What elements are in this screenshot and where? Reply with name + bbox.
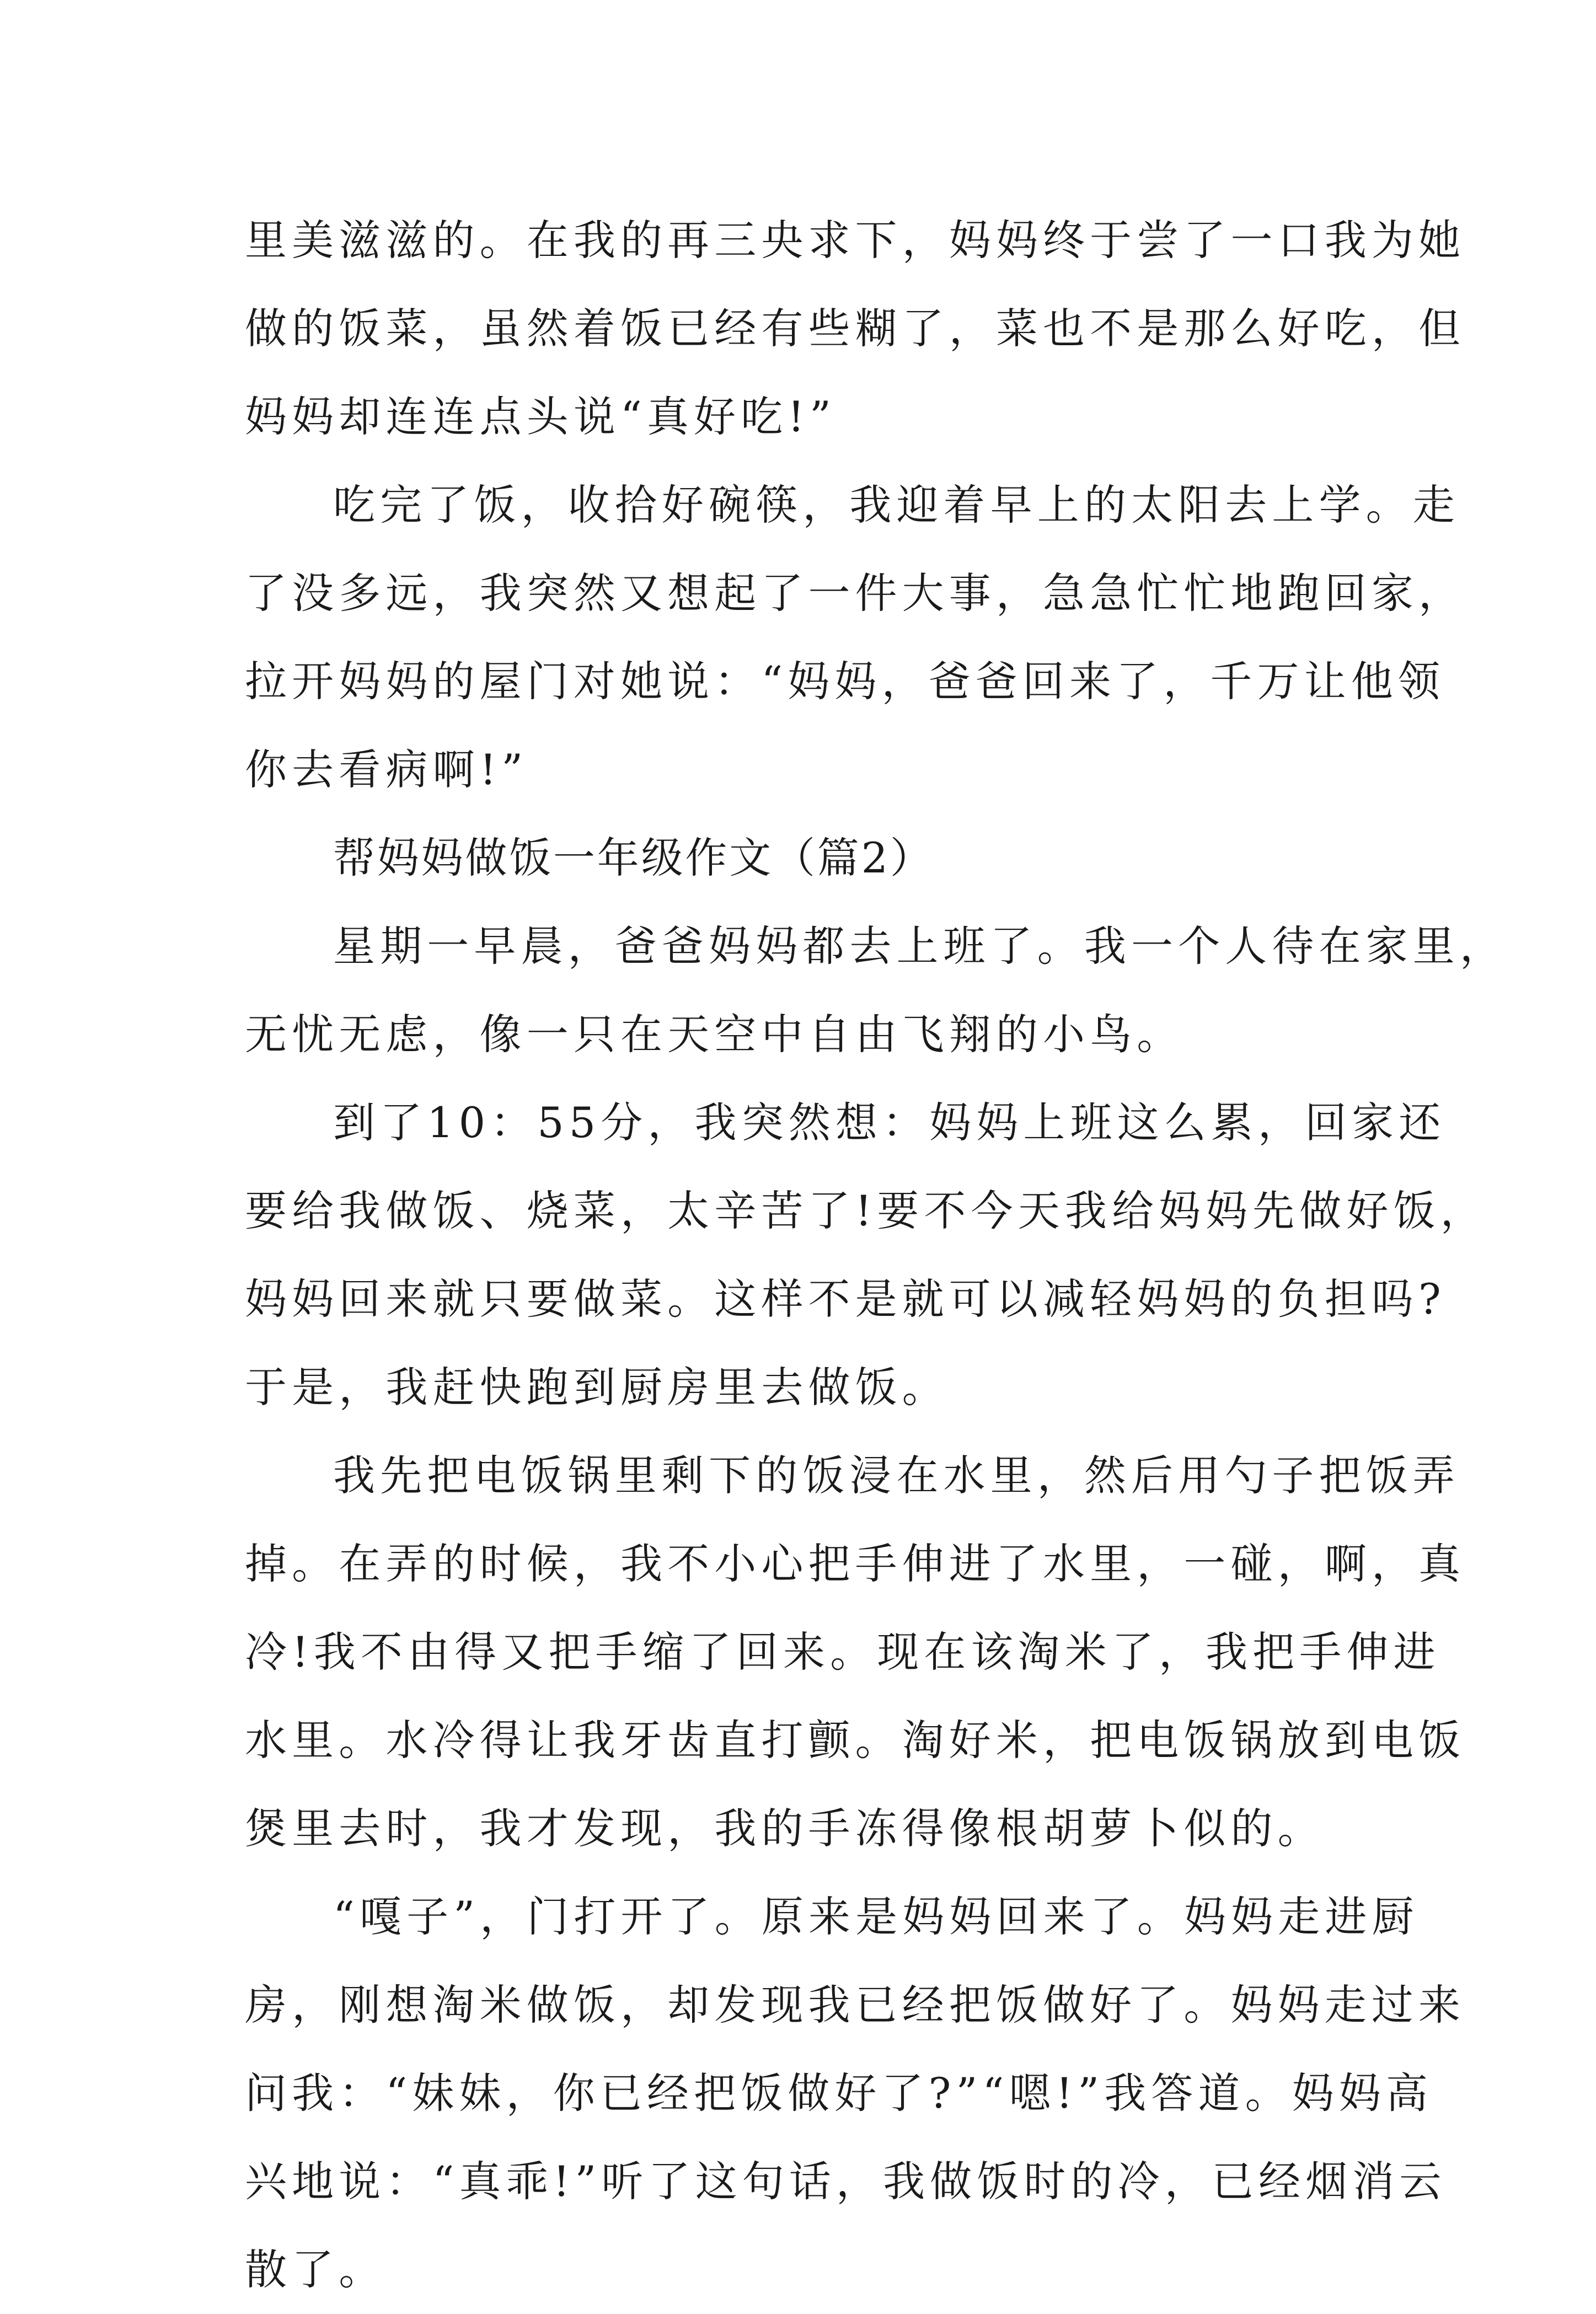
- text-line: 做的饭菜，虽然着饭已经有些糊了，菜也不是那么好吃，但: [245, 304, 1466, 353]
- text-line: 妈妈却连连点头说“真好吃!”: [245, 392, 836, 441]
- text-line: 散了。: [245, 2245, 386, 2294]
- text-line: 吃完了饭，收拾好碗筷，我迎着早上的太阳去上学。走: [333, 480, 1460, 529]
- document-body: [245, 196, 1507, 2314]
- text-line: 妈妈回来就只要做菜。这样不是就可以减轻妈妈的负担吗?: [245, 1274, 1446, 1324]
- paragraph: [245, 1432, 1466, 1873]
- paragraph: [245, 1079, 1487, 1432]
- text-line: 你去看病啊!”: [245, 745, 528, 794]
- paragraph: [245, 1873, 1466, 2314]
- text-line: 里美滋滋的。在我的再三央求下，妈妈终于尝了一口我为她: [245, 216, 1466, 265]
- text-line: 问我：“妹妹，你已经把饭做好了?”“嗯!”我答道。妈妈高: [245, 2069, 1433, 2118]
- paragraph-continuation: [245, 196, 1466, 461]
- paragraph: [245, 902, 1507, 1079]
- text-line: 煲里去时，我才发现，我的手冻得像根胡萝卜似的。: [245, 1804, 1325, 1853]
- text-line: 到了10：55分，我突然想：妈妈上班这么累，回家还: [333, 1098, 1446, 1147]
- text-line: 房，刚想淘米做饭，却发现我已经把饭做好了。妈妈走过来: [245, 1980, 1466, 2029]
- text-line: 我先把电饭锅里剩下的饭浸在水里，然后用勺子把饭弄: [333, 1451, 1460, 1500]
- text-line: 兴地说：“真乖!”听了这句话，我做饭时的冷，已经烟消云: [245, 2157, 1447, 2206]
- text-line: 水里。水冷得让我牙齿直打颤。淘好米，把电饭锅放到电饭: [245, 1716, 1466, 1765]
- text-line: 拉开妈妈的屋门对她说：“妈妈，爸爸回来了，千万让他领: [245, 657, 1445, 706]
- text-line: 掉。在弄的时候，我不小心把手伸进了水里，一碰，啊，真: [245, 1539, 1466, 1588]
- text-line: 了没多远，我突然又想起了一件大事，急急忙忙地跑回家，: [245, 569, 1466, 618]
- text-line: 星期一早晨，爸爸妈妈都去上班了。我一个人待在家里，: [333, 922, 1507, 971]
- text-line: 要给我做饭、烧菜，太辛苦了!要不今天我给妈妈先做好饭，: [245, 1186, 1487, 1235]
- paragraph: [245, 461, 1466, 814]
- text-line: 冷!我不由得又把手缩了回来。现在该淘米了，我把手伸进: [245, 1627, 1440, 1676]
- text-line: 于是，我赶快跑到厨房里去做饭。: [245, 1363, 949, 1412]
- text-line: 无忧无虑，像一只在天空中自由飞翔的小鸟。: [245, 1010, 1184, 1059]
- text-line: “嘎子”，门打开了。原来是妈妈回来了。妈妈走进厨: [333, 1892, 1419, 1941]
- heading-text: 帮妈妈做饭一年级作文（篇2）: [333, 833, 934, 882]
- section-heading: [245, 814, 1364, 902]
